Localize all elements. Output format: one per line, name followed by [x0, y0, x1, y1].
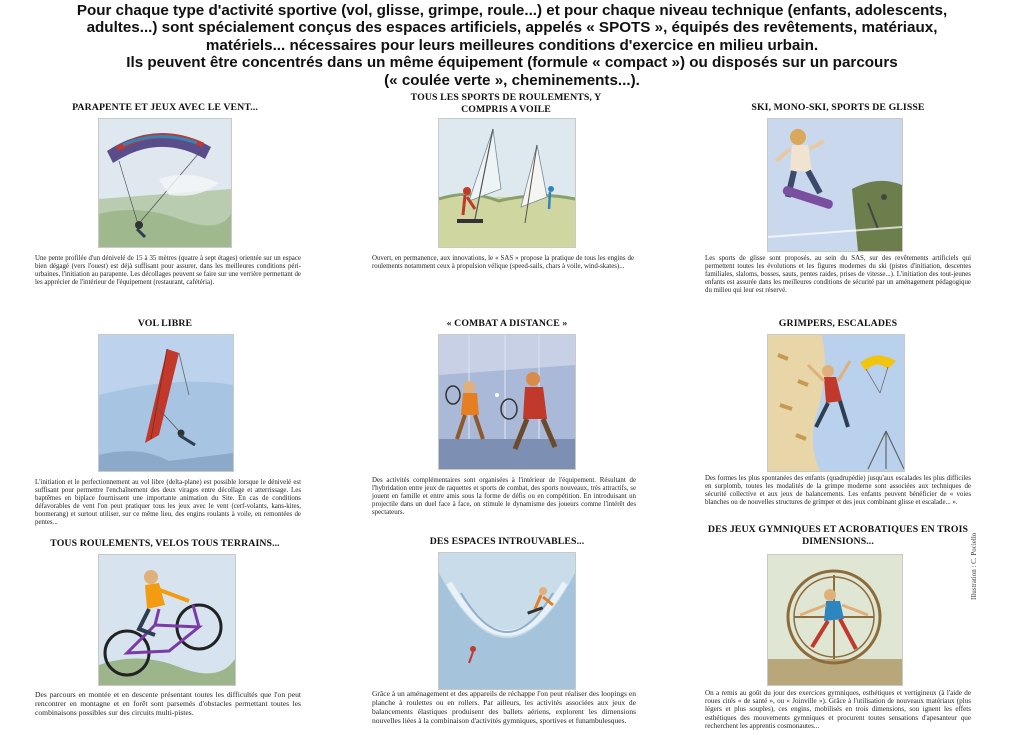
panel-title: TOUS LES SPORTS DE ROULEMENTS, Y COMPRIS A VOILE — [410, 92, 602, 115]
panel-description: Une pente profilée d'un dénivelé de 15 à 35 mètres (quatre à sept étages) orientée sur un espace bien dégagé (vers l'ouest) est déjà suffisant pour assurer, dans les meilleures conditions péri-urbaines, l'initiation au parapente. Les décollages peuvent se faire sur une verrière permettant de les apprécier de l'intérieur de l'équipement (restaurant, cafétéria). — [35, 255, 301, 287]
panel-title: SKI, MONO-SKI, SPORTS DE GLISSE — [751, 102, 925, 113]
panel-hang-gliding — [30, 312, 301, 527]
panel-title: DES JEUX GYMNIQUES ET ACROBATIQUES EN TROIS DIMENSIONS... — [707, 524, 969, 547]
mountain-bike-illustration — [98, 554, 236, 686]
panel-title: DES ESPACES INTROUVABLES... — [429, 536, 585, 547]
intro-line-4: Ils peuvent être concentrés dans un même équipement (formule « compact ») ou disposés sur un parcours — [126, 54, 898, 72]
panel-description: L'initiation et le perfectionnement au vol libre (delta-plane) est possible lorsque le dénivelé est suffisant pour permettre l'enchaînement des deux virages entre décollage et atterrissage. Les baptêmes en biplace fournissent une importante animation du Site. En cas de conditions défavorables de vent l'on peut pratiquer tous les jeux avec le vent (cerf-volants, kans-kites, boomerang) et surtout utiliser, sur ce même lieu, des engins roulants à voile, en remontées de pentes... — [35, 479, 301, 527]
sail-sports-illustration — [438, 118, 576, 248]
panel-description: Des formes les plus spontanées des enfants (quadrupédie) jusqu'aux escalades les plus difficiles en surplomb, toutes les modalités de la grimpe moderne sont associées aux techniques de sécurité collective et aux jeux de balancements. Les enfants peuvent bénéficier de « voies blanches ou de nouvelles structures de grimper et des jeux combinant glisse et escalade... ». — [705, 475, 971, 507]
panel-description: On a remis au goût du jour des exercices gymniques, esthétiques et vertigineux (à l'aide de roues cités « de santé », ou « Joinville »). Grâce à l'utilisation de nouveaux matériaux (plus légers et plus souples), ces engins, mobilisés en trois dimensions, sou ignent les effets esthétiques des mouvements gymniques et procurent toutes sensations d'apesanteur que recherchent les apprentis cosmonautes... — [705, 689, 971, 730]
panel-title: VOL LIBRE — [137, 318, 193, 329]
intro-text — [6, 2, 1018, 89]
panel-mountain-bike — [30, 530, 300, 742]
paraglider-illustration — [98, 118, 232, 248]
intro-line-3: matériels... nécessaires pour leurs meilleures conditions d'exercice en milieu urbain. — [205, 36, 819, 54]
snowboard-illustration — [767, 118, 903, 252]
gym-wheel-illustration — [767, 554, 903, 686]
panel-distance-combat — [372, 312, 642, 522]
panel-title: PARAPENTE ET JEUX AVEC LE VENT... — [72, 102, 258, 113]
panel-description: Ouvert, en permanence, aux innovations, le « SAS » propose la pratique de tous les engins de roulements notamment ceux à propulsion vélique (speed-sails, chars à voile, wind-skates)... — [372, 255, 634, 271]
distance-combat-illustration — [438, 334, 576, 470]
panel-title: GRIMPERS, ESCALADES — [778, 318, 898, 329]
intro-line-1: Pour chaque type d'activité sportive (vol, glisse, grimpe, roule...) et pour chaque niveau technique (enfants, adolescents, — [76, 2, 948, 19]
panel-title: TOUS ROULEMENTS, VELOS TOUS TERRAINS... — [50, 538, 280, 549]
panel-snow-sports — [703, 96, 973, 296]
panel-paraglider — [30, 96, 300, 296]
panel-half-pipe — [372, 530, 642, 742]
panel-sail-sports — [372, 92, 642, 292]
intro-line-5: (« coulée verte », cheminements...). — [384, 71, 640, 89]
panel-description: Les sports de glisse sont proposés, au sein du SAS, sur des revêtements artificiels qui permettent toutes les évolutions et les figures modernes du ski (pistes d'initiation, descentes familiales, slaloms, bosses, sauts, pentes raides, prises de vitesse...). L'initiation des tout-jeunes enfants est assurée dans les meilleures conditions de sécurité par un aménagement pédagogique du milieu qui leur est réservé. — [705, 255, 971, 295]
panel-climbing — [703, 312, 973, 522]
panel-description: Grâce à un aménagement et des appareils de réchappe l'on peut réaliser des loopings en planche à roulettes ou en rollers. Par ailleurs, les activités associées aux jeux de balancements élastiques produisent des ballets aériens, explorent les dimensions nouvelles liées à la combinaison d'activités gymniques, sportives et funambulesques. — [372, 689, 636, 725]
panel-description: Des parcours en montée et en descente présentant toutes les difficultés que l'on peut rencontrer en montagne et en forêt sont parsemés d'obstacles permettant toutes les combinaisons possibles sur des circuits multi-pistes. — [35, 690, 301, 717]
illustration-credit: Illustration : C. Pociello — [970, 532, 978, 600]
panel-description: Des activités complémentaires sont organisées à l'intérieur de l'équipement. Résultant de l'hybridation entre jeux de raquettes et sports de combat, des sports nouveaux, très attractifs, se jouent en famille et entre amis sous la forme de défis ou en compétition. En introduisant un projectile dans un duel face à face, on stimule le dynamisme des joueurs comme l'intérêt des spectateurs. — [372, 477, 636, 517]
intro-line-2: adultes...) sont spécialement conçus des espaces artificiels, appelés « SPOTS », équipés des revêtements, matériaux, — [86, 19, 938, 37]
panel-gym-wheel — [703, 520, 973, 742]
panel-title: « COMBAT A DISTANCE » — [446, 318, 568, 329]
climbing-illustration — [767, 334, 905, 472]
half-pipe-illustration — [438, 552, 576, 690]
hang-glider-illustration — [98, 334, 234, 472]
